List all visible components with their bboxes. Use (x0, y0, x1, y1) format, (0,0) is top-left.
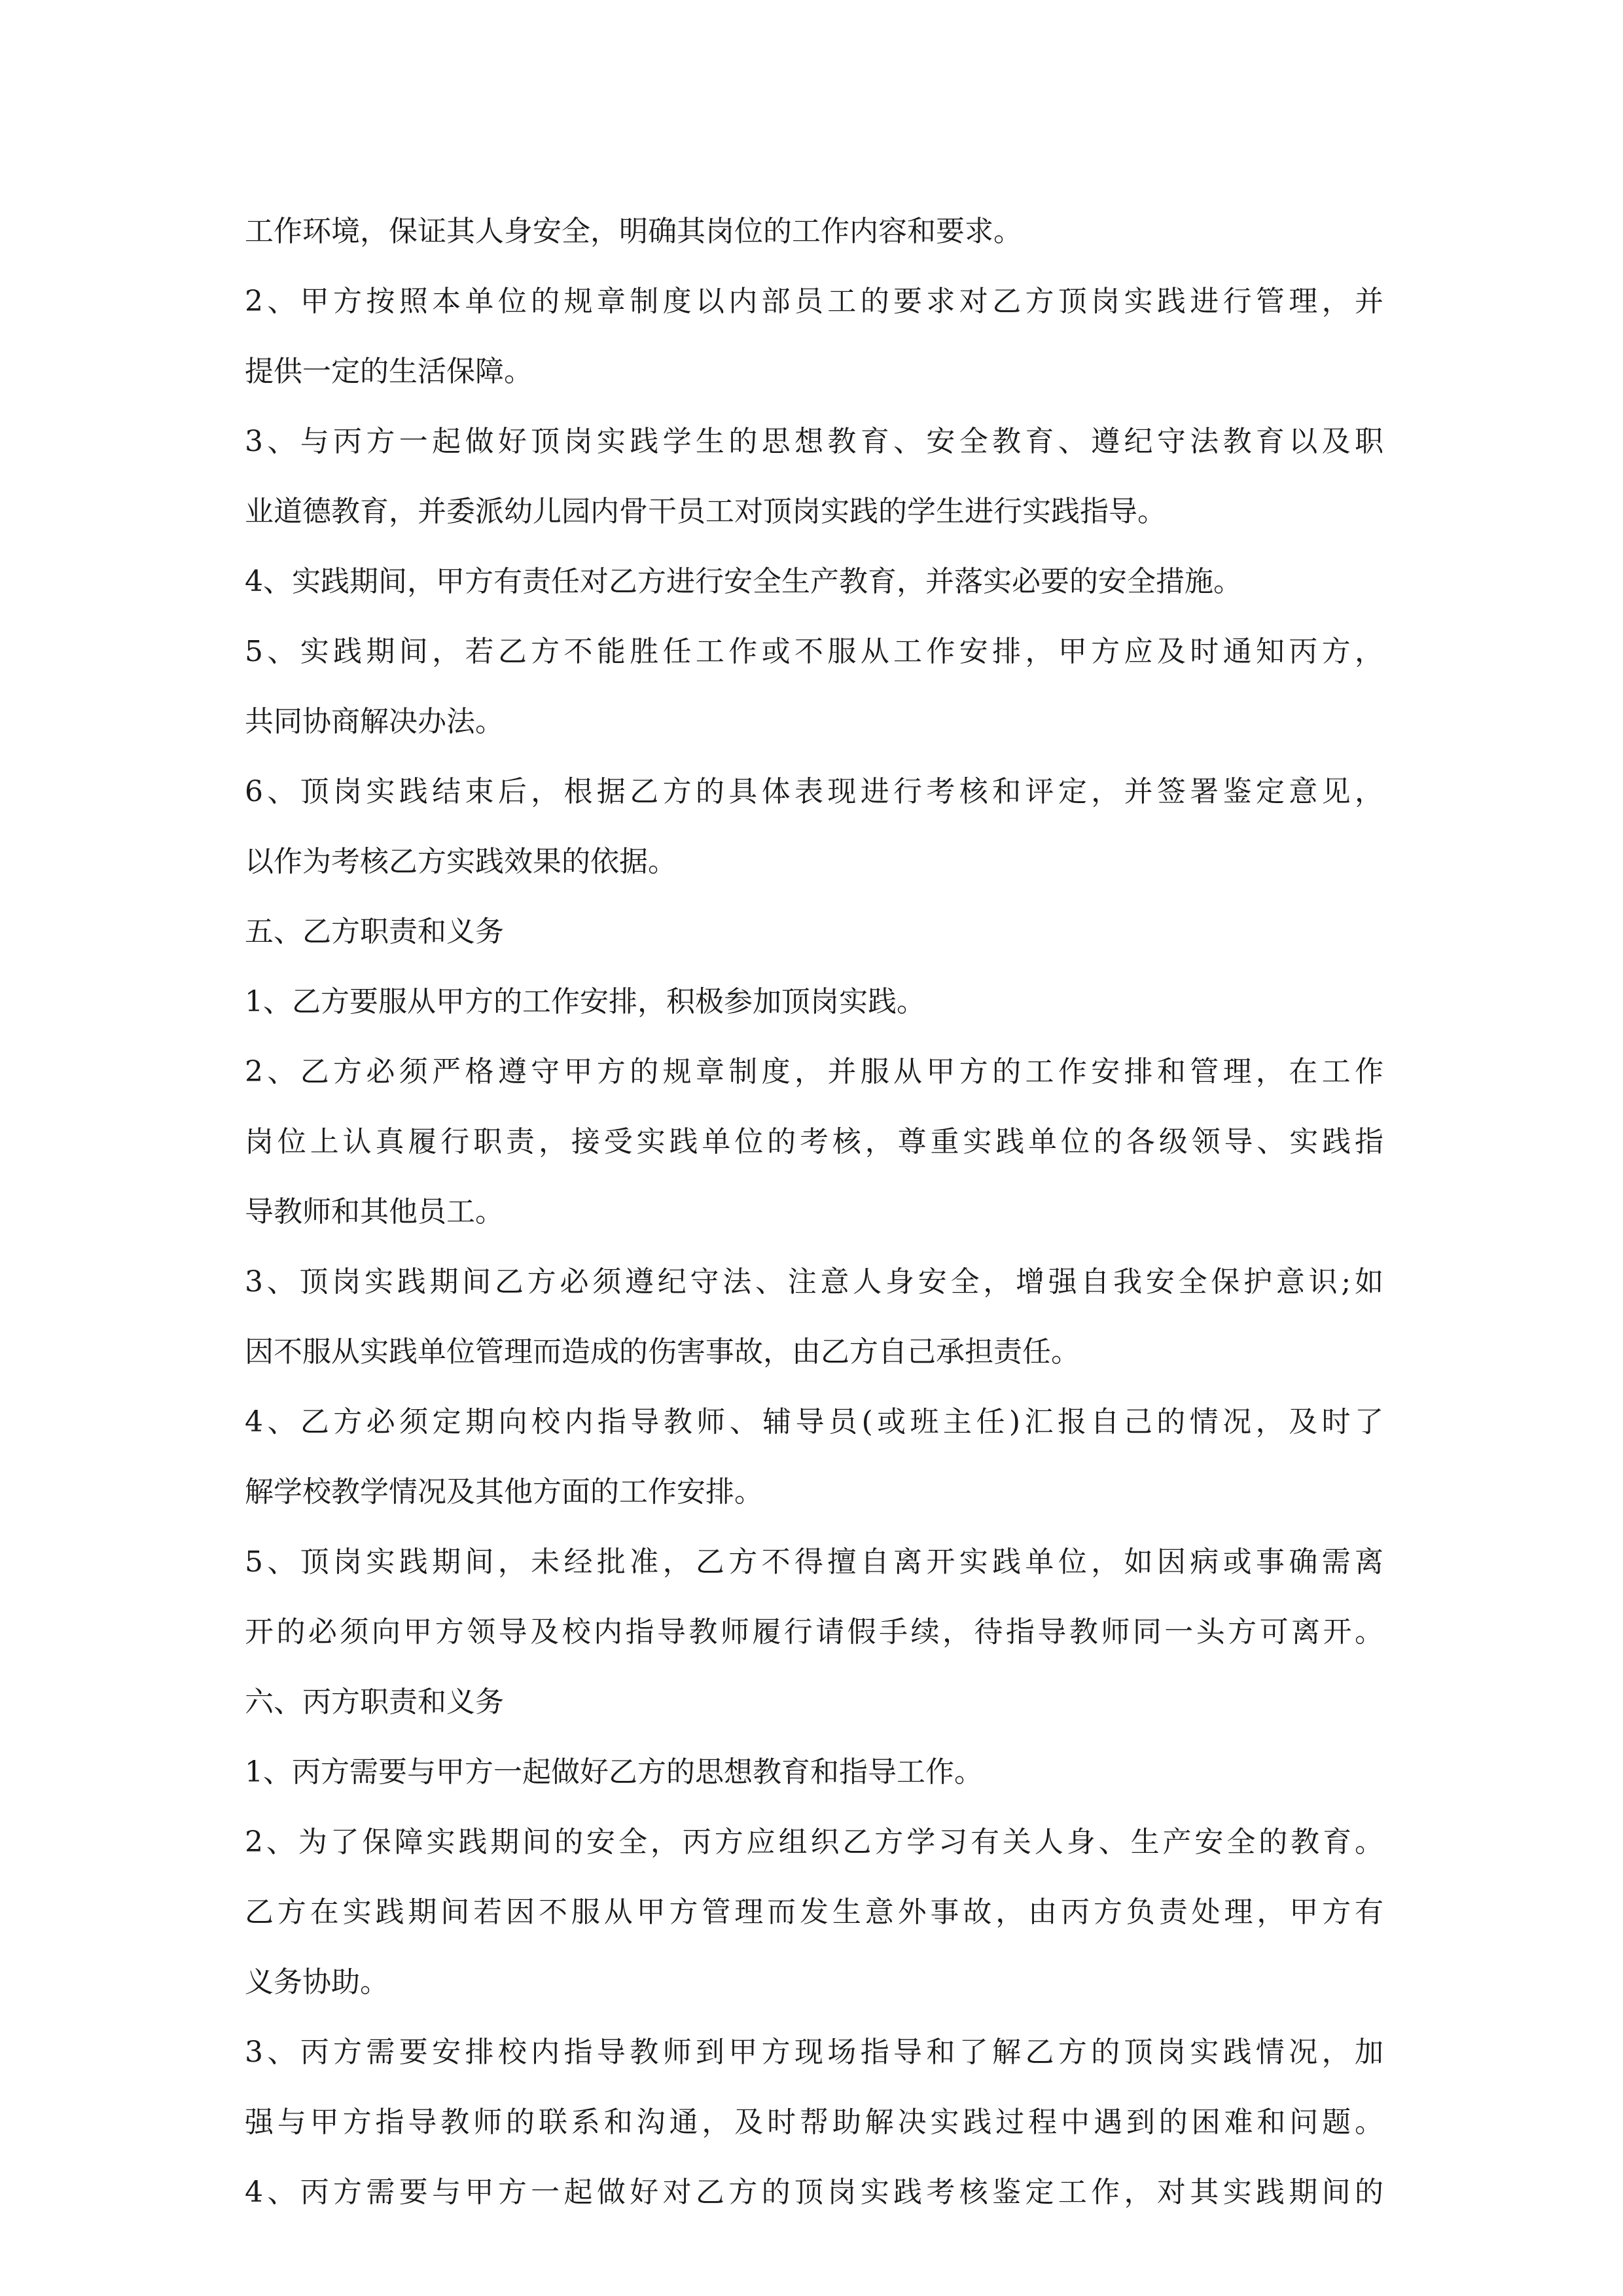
text-line: 1、乙方要服从甲方的工作安排，积极参加顶岗实践。 (245, 985, 925, 1018)
text-line: 3、顶岗实践期间乙方必须遵纪守法、注意人身安全，增强自我安全保护意识;如 (245, 1265, 1383, 1299)
text-line: 2、为了保障实践期间的安全，丙方应组织乙方学习有关人身、生产安全的教育。 (245, 1825, 1383, 1859)
text-line: 强与甲方指导教师的联系和沟通，及时帮助解决实践过程中遇到的困难和问题。 (245, 2106, 1383, 2139)
text-line: 4、丙方需要与甲方一起做好对乙方的顶岗实践考核鉴定工作，对其实践期间的 (245, 2176, 1383, 2209)
text-line: 业道德教育，并委派幼儿园内骨干员工对顶岗实践的学生进行实践指导。 (245, 495, 1166, 528)
text-line: 2、乙方必须严格遵守甲方的规章制度，并服从甲方的工作安排和管理，在工作 (245, 1055, 1383, 1088)
section-heading: 六、丙方职责和义务 (245, 1685, 504, 1719)
text-line: 乙方在实践期间若因不服从甲方管理而发生意外事故，由丙方负责处理，甲方有 (245, 1895, 1383, 1929)
text-line: 3、与丙方一起做好顶岗实践学生的思想教育、安全教育、遵纪守法教育以及职 (245, 425, 1383, 458)
text-line: 因不服从实践单位管理而造成的伤害事故，由乙方自己承担责任。 (245, 1335, 1080, 1369)
text-line: 5、顶岗实践期间，未经批准，乙方不得擅自离开实践单位，如因病或事确需离 (245, 1545, 1383, 1579)
text-line: 3、丙方需要安排校内指导教师到甲方现场指导和了解乙方的顶岗实践情况，加 (245, 2036, 1383, 2069)
text-line: 导教师和其他员工。 (245, 1195, 504, 1229)
text-line: 4、乙方必须定期向校内指导教师、辅导员(或班主任)汇报自己的情况，及时了 (245, 1405, 1383, 1439)
text-line: 1、丙方需要与甲方一起做好乙方的思想教育和指导工作。 (245, 1755, 983, 1789)
text-line: 开的必须向甲方领导及校内指导教师履行请假手续，待指导教师同一头方可离开。 (245, 1615, 1383, 1649)
text-line: 6、顶岗实践结束后，根据乙方的具体表现进行考核和评定，并签署鉴定意见， (245, 775, 1383, 808)
section-heading: 五、乙方职责和义务 (245, 915, 504, 948)
text-line: 5、实践期间，若乙方不能胜任工作或不服从工作安排，甲方应及时通知丙方， (245, 635, 1383, 668)
text-line: 义务协助。 (245, 1965, 389, 1999)
text-line: 以作为考核乙方实践效果的依据。 (245, 845, 677, 878)
document-body (245, 196, 1383, 2227)
text-line: 2、甲方按照本单位的规章制度以内部员工的要求对乙方顶岗实践进行管理，并 (245, 285, 1383, 318)
text-line: 4、实践期间，甲方有责任对乙方进行安全生产教育，并落实必要的安全措施。 (245, 565, 1242, 598)
text-line: 共同协商解决办法。 (245, 705, 504, 738)
text-line: 工作环境，保证其人身安全，明确其岗位的工作内容和要求。 (245, 215, 1022, 248)
text-line: 解学校教学情况及其他方面的工作安排。 (245, 1475, 763, 1509)
text-line: 提供一定的生活保障。 (245, 355, 533, 388)
text-line: 岗位上认真履行职责，接受实践单位的考核，尊重实践单位的各级领导、实践指 (245, 1125, 1383, 1158)
